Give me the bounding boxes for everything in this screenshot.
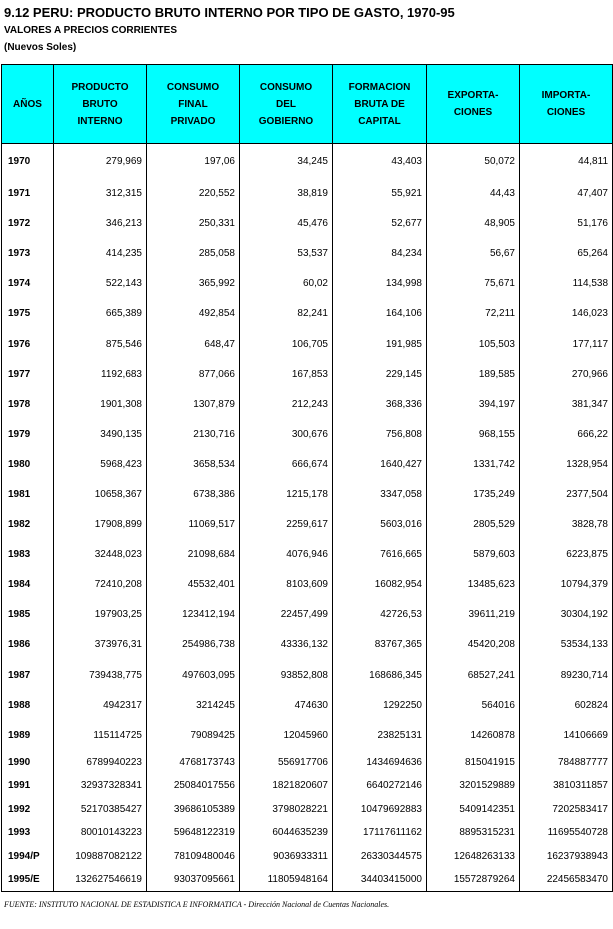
value-cell: 15572879264	[427, 868, 520, 892]
value-cell: 52170385427	[54, 797, 147, 821]
table-row	[2, 570, 613, 600]
value-cell: 346,213	[54, 209, 147, 239]
year-cell: 1982	[2, 510, 54, 540]
header-text: DEL	[276, 98, 296, 110]
value-cell: 492,854	[147, 299, 240, 329]
value-cell: 3201529889	[427, 774, 520, 798]
value-cell: 89230,714	[520, 660, 613, 690]
table-body	[2, 144, 613, 892]
table-row	[2, 630, 613, 660]
table-row	[2, 479, 613, 509]
value-cell: 220,552	[147, 179, 240, 209]
units-note: (Nuevos Soles)	[4, 42, 77, 53]
year-cell: 1986	[2, 630, 54, 660]
value-cell: 300,676	[240, 419, 333, 449]
value-cell: 7202583417	[520, 797, 613, 821]
table-row	[2, 720, 613, 750]
header-text: CIONES	[453, 107, 493, 118]
year-cell: 1995/E	[2, 868, 54, 892]
value-cell: 6789940223	[54, 750, 147, 774]
value-cell: 79089425	[147, 720, 240, 750]
header-exports	[427, 65, 520, 144]
value-cell: 22456583470	[520, 868, 613, 892]
header-text: FINAL	[178, 98, 208, 110]
value-cell: 1307,879	[147, 389, 240, 419]
header-capital-formation	[333, 65, 427, 144]
value-cell: 739438,775	[54, 660, 147, 690]
value-cell: 78109480046	[147, 845, 240, 869]
value-cell: 72410,208	[54, 570, 147, 600]
value-cell: 368,336	[333, 389, 427, 419]
header-text: CONSUMO	[259, 81, 313, 93]
value-cell: 84,234	[333, 239, 427, 269]
table-row	[2, 144, 613, 179]
value-cell: 968,155	[427, 419, 520, 449]
header-text: CAPITAL	[358, 115, 401, 127]
value-cell: 1215,178	[240, 479, 333, 509]
header-text: CONSUMO	[166, 81, 220, 93]
value-cell: 11695540728	[520, 821, 613, 845]
value-cell: 8895315231	[427, 821, 520, 845]
value-cell: 45532,401	[147, 570, 240, 600]
table-row	[2, 774, 613, 798]
value-cell: 5603,016	[333, 510, 427, 540]
value-cell: 5409142351	[427, 797, 520, 821]
header-private-consumption	[147, 65, 240, 144]
year-cell: 1984	[2, 570, 54, 600]
table-row	[2, 797, 613, 821]
source-note: FUENTE: INSTITUTO NACIONAL DE ESTADISTICA E INFORMATICA - Dirección Nacional de Cuentas Nacionales.	[4, 900, 390, 909]
value-cell: 21098,684	[147, 540, 240, 570]
subtitle: VALORES A PRECIOS CORRIENTES	[4, 25, 177, 36]
year-cell: 1971	[2, 179, 54, 209]
value-cell: 6223,875	[520, 540, 613, 570]
value-cell: 47,407	[520, 179, 613, 209]
value-cell: 114,538	[520, 269, 613, 299]
value-cell: 146,023	[520, 299, 613, 329]
year-cell: 1973	[2, 239, 54, 269]
year-cell: 1974	[2, 269, 54, 299]
value-cell: 3828,78	[520, 510, 613, 540]
value-cell: 80010143223	[54, 821, 147, 845]
value-cell: 23825131	[333, 720, 427, 750]
value-cell: 52,677	[333, 209, 427, 239]
value-cell: 16237938943	[520, 845, 613, 869]
value-cell: 254986,738	[147, 630, 240, 660]
year-cell: 1979	[2, 419, 54, 449]
header-row	[2, 65, 613, 144]
value-cell: 4076,946	[240, 540, 333, 570]
value-cell: 132627546619	[54, 868, 147, 892]
value-cell: 164,106	[333, 299, 427, 329]
value-cell: 191,985	[333, 329, 427, 359]
value-cell: 1434694636	[333, 750, 427, 774]
value-cell: 43,403	[333, 144, 427, 179]
value-cell: 43336,132	[240, 630, 333, 660]
table-row	[2, 690, 613, 720]
value-cell: 3810311857	[520, 774, 613, 798]
header-text: FORMACION	[348, 81, 411, 93]
value-cell: 665,389	[54, 299, 147, 329]
value-cell: 666,674	[240, 449, 333, 479]
table-row	[2, 821, 613, 845]
value-cell: 53534,133	[520, 630, 613, 660]
value-cell: 167,853	[240, 359, 333, 389]
value-cell: 365,992	[147, 269, 240, 299]
value-cell: 602824	[520, 690, 613, 720]
value-cell: 109887082122	[54, 845, 147, 869]
year-cell: 1972	[2, 209, 54, 239]
header-text: IMPORTA-	[541, 90, 591, 101]
value-cell: 197903,25	[54, 600, 147, 630]
value-cell: 666,22	[520, 419, 613, 449]
value-cell: 51,176	[520, 209, 613, 239]
value-cell: 4768173743	[147, 750, 240, 774]
value-cell: 123412,194	[147, 600, 240, 630]
value-cell: 250,331	[147, 209, 240, 239]
value-cell: 14106669	[520, 720, 613, 750]
value-cell: 11805948164	[240, 868, 333, 892]
table-row	[2, 540, 613, 570]
value-cell: 44,811	[520, 144, 613, 179]
value-cell: 93852,808	[240, 660, 333, 690]
year-cell: 1988	[2, 690, 54, 720]
value-cell: 784887777	[520, 750, 613, 774]
value-cell: 59648122319	[147, 821, 240, 845]
value-cell: 1901,308	[54, 389, 147, 419]
table-row	[2, 299, 613, 329]
table-row	[2, 209, 613, 239]
table-row	[2, 359, 613, 389]
header-text: GOBIERNO	[258, 115, 314, 127]
value-cell: 3490,135	[54, 419, 147, 449]
year-cell: 1983	[2, 540, 54, 570]
value-cell: 68527,241	[427, 660, 520, 690]
table-row	[2, 868, 613, 892]
header-government-consumption	[240, 65, 333, 144]
value-cell: 212,243	[240, 389, 333, 419]
value-cell: 82,241	[240, 299, 333, 329]
value-cell: 497603,095	[147, 660, 240, 690]
value-cell: 45420,208	[427, 630, 520, 660]
value-cell: 285,058	[147, 239, 240, 269]
value-cell: 83767,365	[333, 630, 427, 660]
header-year	[2, 65, 54, 144]
value-cell: 373976,31	[54, 630, 147, 660]
value-cell: 50,072	[427, 144, 520, 179]
year-cell: 1989	[2, 720, 54, 750]
value-cell: 189,585	[427, 359, 520, 389]
value-cell: 7616,665	[333, 540, 427, 570]
value-cell: 6044635239	[240, 821, 333, 845]
value-cell: 2259,617	[240, 510, 333, 540]
header-text: BRUTA DE	[354, 98, 405, 110]
year-cell: 1993	[2, 821, 54, 845]
value-cell: 556917706	[240, 750, 333, 774]
value-cell: 105,503	[427, 329, 520, 359]
value-cell: 5968,423	[54, 449, 147, 479]
value-cell: 564016	[427, 690, 520, 720]
value-cell: 39611,219	[427, 600, 520, 630]
value-cell: 39686105389	[147, 797, 240, 821]
value-cell: 38,819	[240, 179, 333, 209]
value-cell: 17908,899	[54, 510, 147, 540]
value-cell: 8103,609	[240, 570, 333, 600]
value-cell: 42726,53	[333, 600, 427, 630]
gdp-table	[1, 64, 613, 892]
value-cell: 17117611162	[333, 821, 427, 845]
value-cell: 30304,192	[520, 600, 613, 630]
value-cell: 44,43	[427, 179, 520, 209]
header-text: INTERNO	[77, 115, 123, 127]
value-cell: 25084017556	[147, 774, 240, 798]
value-cell: 32448,023	[54, 540, 147, 570]
year-cell: 1991	[2, 774, 54, 798]
value-cell: 1735,249	[427, 479, 520, 509]
value-cell: 648,47	[147, 329, 240, 359]
value-cell: 2377,504	[520, 479, 613, 509]
value-cell: 55,921	[333, 179, 427, 209]
value-cell: 875,546	[54, 329, 147, 359]
header-text: BRUTO	[82, 98, 118, 110]
year-cell: 1990	[2, 750, 54, 774]
value-cell: 6640272146	[333, 774, 427, 798]
value-cell: 56,67	[427, 239, 520, 269]
value-cell: 26330344575	[333, 845, 427, 869]
value-cell: 3214245	[147, 690, 240, 720]
table-row	[2, 660, 613, 690]
value-cell: 1640,427	[333, 449, 427, 479]
table-row	[2, 449, 613, 479]
value-cell: 2805,529	[427, 510, 520, 540]
value-cell: 815041915	[427, 750, 520, 774]
table-row	[2, 750, 613, 774]
value-cell: 134,998	[333, 269, 427, 299]
value-cell: 34,245	[240, 144, 333, 179]
header-text: AÑOS	[13, 98, 42, 110]
header-text: CIONES	[546, 107, 586, 118]
value-cell: 6738,386	[147, 479, 240, 509]
value-cell: 34403415000	[333, 868, 427, 892]
value-cell: 53,537	[240, 239, 333, 269]
value-cell: 12045960	[240, 720, 333, 750]
value-cell: 11069,517	[147, 510, 240, 540]
value-cell: 197,06	[147, 144, 240, 179]
value-cell: 279,969	[54, 144, 147, 179]
year-cell: 1975	[2, 299, 54, 329]
table-row	[2, 179, 613, 209]
value-cell: 12648263133	[427, 845, 520, 869]
header-gdp	[54, 65, 147, 144]
value-cell: 10658,367	[54, 479, 147, 509]
table-row	[2, 600, 613, 630]
header-imports	[520, 65, 613, 144]
value-cell: 93037095661	[147, 868, 240, 892]
value-cell: 13485,623	[427, 570, 520, 600]
value-cell: 32937328341	[54, 774, 147, 798]
value-cell: 16082,954	[333, 570, 427, 600]
value-cell: 10479692883	[333, 797, 427, 821]
value-cell: 474630	[240, 690, 333, 720]
value-cell: 3798028221	[240, 797, 333, 821]
year-cell: 1981	[2, 479, 54, 509]
value-cell: 756,808	[333, 419, 427, 449]
value-cell: 3658,534	[147, 449, 240, 479]
value-cell: 270,966	[520, 359, 613, 389]
table-row	[2, 269, 613, 299]
table-row	[2, 389, 613, 419]
value-cell: 75,671	[427, 269, 520, 299]
value-cell: 65,264	[520, 239, 613, 269]
value-cell: 5879,603	[427, 540, 520, 570]
table-row	[2, 419, 613, 449]
header-text: PRODUCTO	[71, 81, 129, 93]
value-cell: 115114725	[54, 720, 147, 750]
year-cell: 1985	[2, 600, 54, 630]
value-cell: 168686,345	[333, 660, 427, 690]
value-cell: 72,211	[427, 299, 520, 329]
year-cell: 1978	[2, 389, 54, 419]
table-row	[2, 845, 613, 869]
value-cell: 14260878	[427, 720, 520, 750]
page-title: 9.12 PERU: PRODUCTO BRUTO INTERNO POR TIPO DE GASTO, 1970-95	[4, 5, 455, 20]
value-cell: 229,145	[333, 359, 427, 389]
value-cell: 2130,716	[147, 419, 240, 449]
table-row	[2, 510, 613, 540]
value-cell: 1331,742	[427, 449, 520, 479]
table-row	[2, 239, 613, 269]
value-cell: 3347,058	[333, 479, 427, 509]
value-cell: 877,066	[147, 359, 240, 389]
value-cell: 10794,379	[520, 570, 613, 600]
header-text: EXPORTA-	[447, 90, 499, 101]
table-row	[2, 329, 613, 359]
value-cell: 22457,499	[240, 600, 333, 630]
year-cell: 1994/P	[2, 845, 54, 869]
value-cell: 9036933311	[240, 845, 333, 869]
value-cell: 177,117	[520, 329, 613, 359]
value-cell: 60,02	[240, 269, 333, 299]
value-cell: 1292250	[333, 690, 427, 720]
value-cell: 1192,683	[54, 359, 147, 389]
year-cell: 1970	[2, 144, 54, 179]
value-cell: 4942317	[54, 690, 147, 720]
header-text: PRIVADO	[170, 115, 216, 127]
value-cell: 1328,954	[520, 449, 613, 479]
year-cell: 1976	[2, 329, 54, 359]
value-cell: 1821820607	[240, 774, 333, 798]
value-cell: 414,235	[54, 239, 147, 269]
year-cell: 1987	[2, 660, 54, 690]
value-cell: 106,705	[240, 329, 333, 359]
year-cell: 1992	[2, 797, 54, 821]
year-cell: 1977	[2, 359, 54, 389]
value-cell: 45,476	[240, 209, 333, 239]
value-cell: 522,143	[54, 269, 147, 299]
value-cell: 312,315	[54, 179, 147, 209]
year-cell: 1980	[2, 449, 54, 479]
value-cell: 381,347	[520, 389, 613, 419]
value-cell: 48,905	[427, 209, 520, 239]
value-cell: 394,197	[427, 389, 520, 419]
